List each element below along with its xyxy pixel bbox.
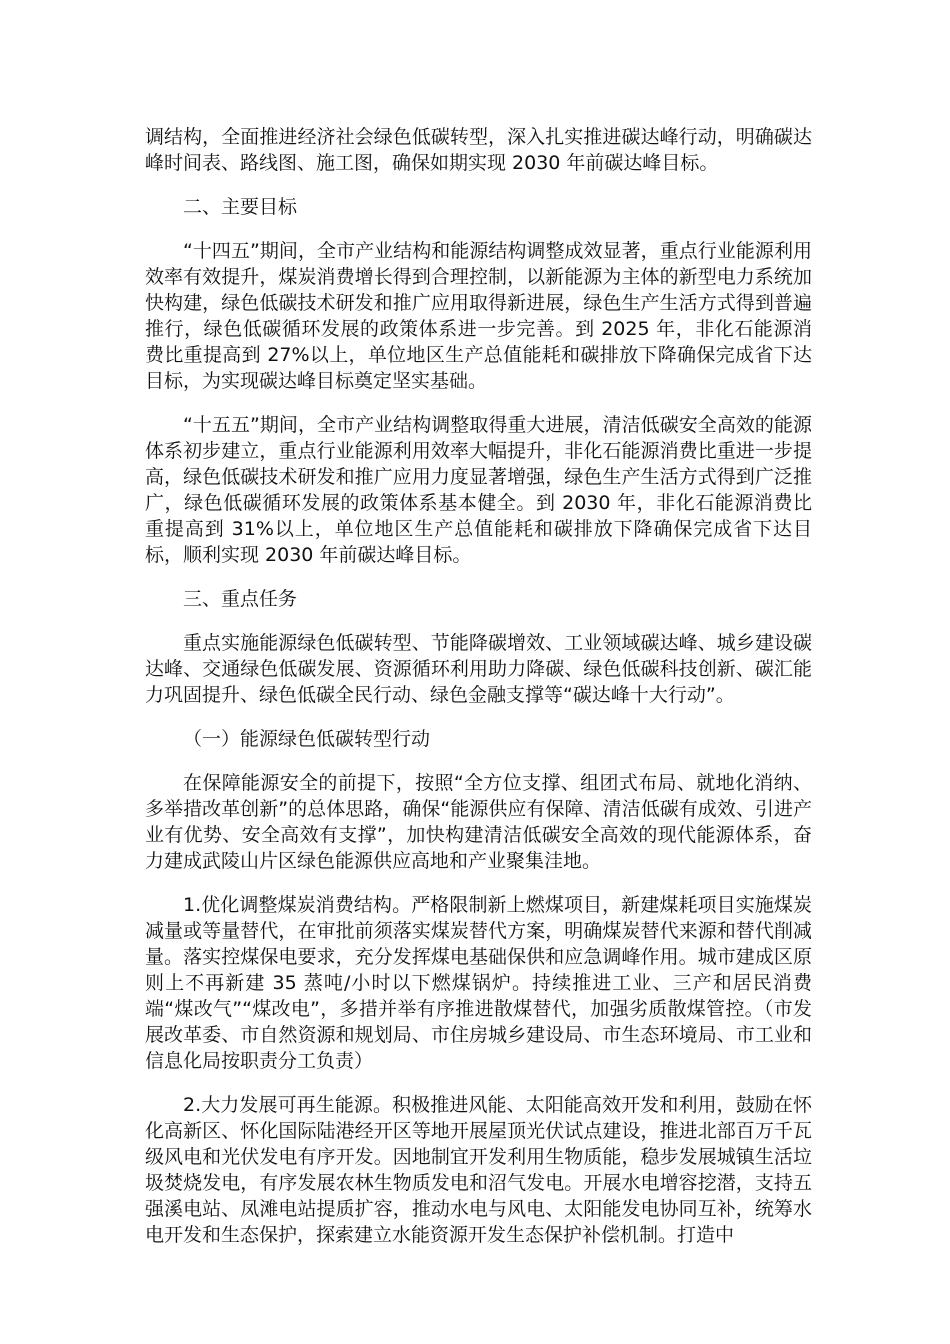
paragraph-energy-security: 在保障能源安全的前提下，按照“全方位支撑、组团式布局、就地化消纳、多举措改革创新”的总体思路，确保“能源供应有保障、清洁低碳有成效、引进产业有优势、安全高效有支撑”，加快构建清洁低碳安全高效的现代能源体系，奋力建成武陵山片区绿色能源供应高地和产业聚集洼地。	[145, 772, 812, 872]
paragraph-intro-continued: 调结构，全面推进经济社会绿色低碳转型，深入扎实推进碳达峰行动，明确碳达峰时间表、路线图、施工图，确保如期实现 2030 年前碳达峰目标。	[145, 126, 812, 174]
subsection-heading-energy-transition: （一）能源绿色低碳转型行动	[183, 728, 431, 750]
paragraph-item-1-coal: 1.优化调整煤炭消费结构。严格限制新上燃煤项目，新建煤耗项目实施煤炭减量或等量替代，在审批前须落实煤炭替代方案，明确煤炭替代来源和替代削减量。落实控煤保电要求，充分发挥煤电基础保供和应急调峰作用。城市建成区原则上不再新建 35 蒸吨/小时以下燃煤锅炉。持续推进工业、三产和居民消费端“煤改气”“煤改电”，多措并举有序推进散煤替代，加强劣质散煤管控。（市发展改革委、市自然资源和规划局、市住房城乡建设局、市生态环境局、市工业和信息化局按职责分工负责）	[145, 894, 812, 1072]
paragraph-14th-five-year: “十四五”期间，全市产业结构和能源结构调整成效显著，重点行业能源利用效率有效提升，煤炭消费增长得到合理控制，以新能源为主体的新型电力系统加快构建，绿色低碳技术研发和推广应用取得新进展，绿色生产生活方式得到普遍推行，绿色低碳循环发展的政策体系进一步完善。到 2025 年，非化石能源消费比重提高到 27%以上，单位地区生产总值能耗和碳排放下降确保完成省下达目标，为实现碳达峰目标奠定坚实基础。	[145, 240, 812, 392]
document-page	[145, 124, 812, 1266]
section-heading-key-tasks: 三、重点任务	[183, 588, 298, 610]
paragraph-15th-five-year: “十五五”期间，全市产业结构调整取得重大进展，清洁低碳安全高效的能源体系初步建立，重点行业能源利用效率大幅提升，非化石能源消费比重进一步提高，绿色低碳技术研发和推广应用力度显著增强，绿色生产生活方式得到广泛推广，绿色低碳循环发展的政策体系基本健全。到 2030 年，非化石能源消费比重提高到 31%以上，单位地区生产总值能耗和碳排放下降确保完成省下达目标，顺利实现 2030 年前碳达峰目标。	[145, 414, 812, 566]
paragraph-item-2-renewables: 2.大力发展可再生能源。积极推进风能、太阳能高效开发和利用，鼓励在怀化高新区、怀化国际陆港经开区等地开展屋顶光伏试点建设，推进北部百万千瓦级风电和光伏发电有序开发。因地制宜开发利用生物质能，稳步发展城镇生活垃圾焚烧发电，有序发展农林生物质发电和沼气发电。开展水电增容挖潜，支持五强溪电站、凤滩电站提质扩容，推动水电与风电、太阳能发电协同互补，统筹水电开发和生态保护，探索建立水能资源开发生态保护补偿机制。打造中	[145, 1094, 812, 1246]
section-heading-main-goals: 二、主要目标	[183, 196, 298, 218]
paragraph-ten-actions: 重点实施能源绿色低碳转型、节能降碳增效、工业领域碳达峰、城乡建设碳达峰、交通绿色低碳发展、资源循环利用助力降碳、绿色低碳科技创新、碳汇能力巩固提升、绿色低碳全民行动、绿色金融支撑等“碳达峰十大行动”。	[145, 632, 812, 706]
